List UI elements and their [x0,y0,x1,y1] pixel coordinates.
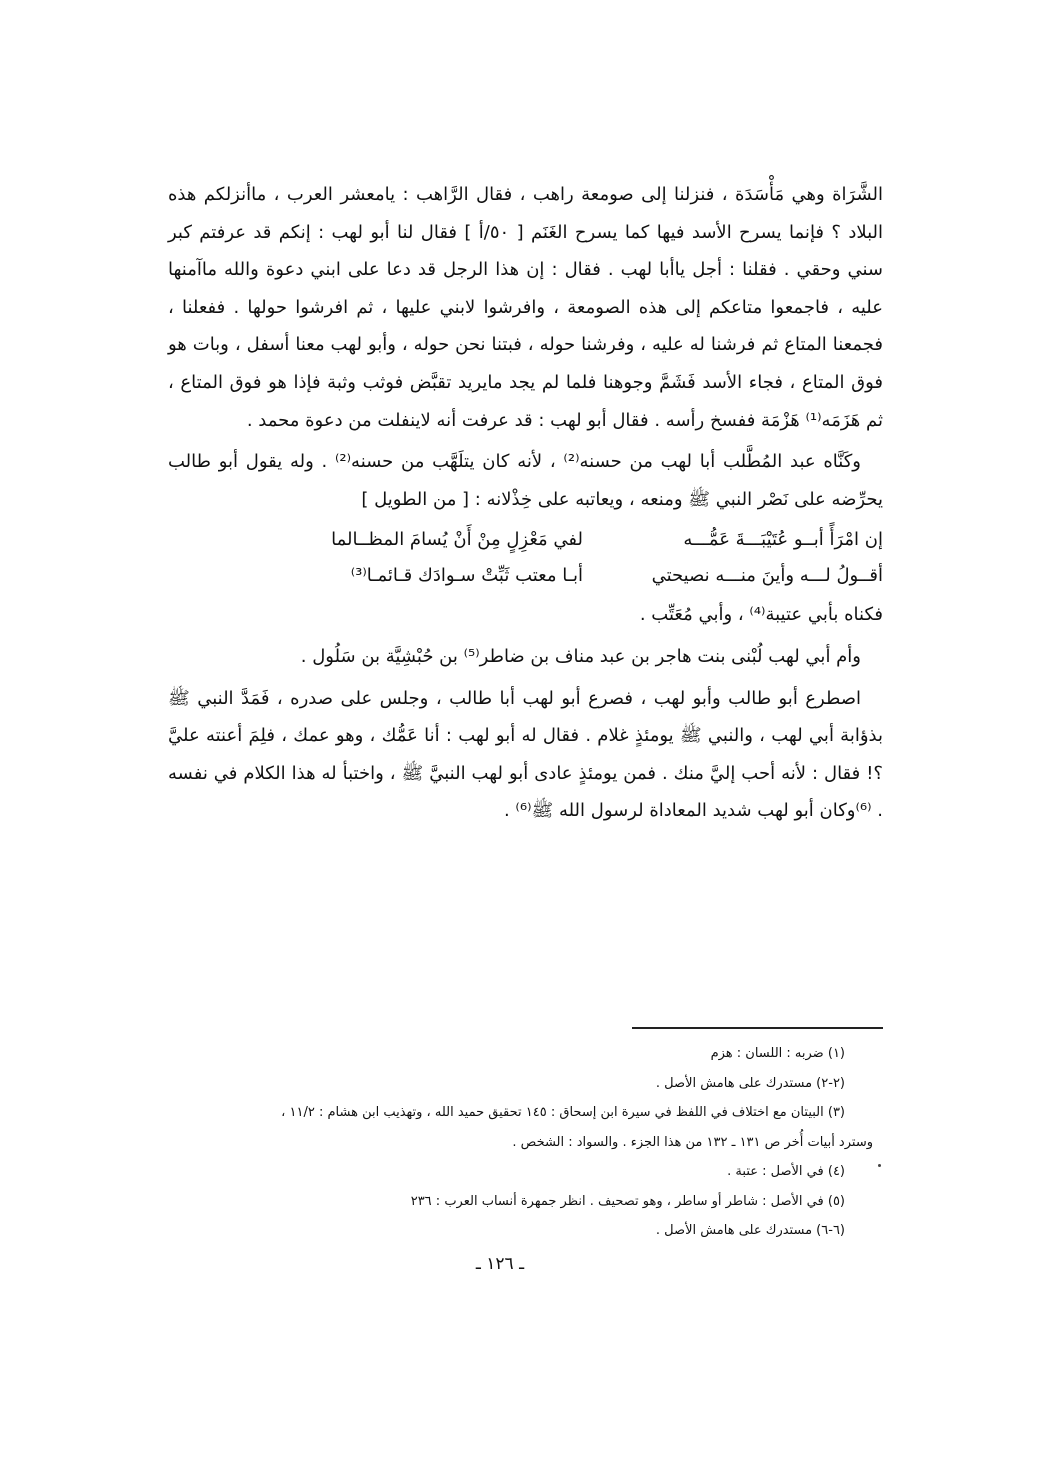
verse-second-hemistich: أبـا معتب ثَبِّتْ سـوادَك قـائمـا⁽³⁾ [350,565,583,587]
poem-verse [168,558,883,594]
footnote-2: (٢-٢) مستدرك على هامش الأصل . [655,1075,845,1091]
footnote-3: (٣) البيتان مع اختلاف في اللفظ في سيرة ابن إسحاق : ١٤٥ تحقيق حميد الله ، وتهذيب ابن هشام : ١١/٢ ، [281,1105,845,1120]
footnote-1: (١) ضربه : اللسان : هزم [710,1046,845,1061]
verse-first-hemistich: إن امْرَأً أبــو عُتَيْبَـــةَ عَمُّـــه [683,529,883,551]
paragraph-kunya: وكَنَّاه عبد المُطَّلب أبا لهب من حسنه⁽²⁾ ، لأنه كان يتلَهَّب من حسنه⁽²⁾ . وله يقول أبو طالب يحرِّضه على نَصْر النبي ﷺ ومنعه ، ويعاتبه على خِذْلانه : [ من الطويل ] [168,451,883,510]
poem-verse [168,522,883,558]
paragraph-mother: وأم أبي لهب لُبْنى بنت هاجر بن عبد مناف بن ضاطر⁽⁵⁾ بن حُبْشِيَّة بن سَلُول . [300,645,861,667]
footnote-5: (٥) في الأصل : شاطر أو ساطر ، وهو تصحيف . انظر جمهرة أنساب العرب : ٢٣٦ [410,1193,845,1209]
page-number: ـ ١٢٦ ـ [475,1254,525,1274]
poem [168,522,883,594]
footnote-divider [632,1027,883,1029]
paragraph-lion-story: الشَّرَاة وهي مَأْسَدَة ، فنزلنا إلى صومعة راهب ، فقال الرَّاهب : يامعشر العرب ، ماأنزلكم هذه البلاد ؟ فإنما يسرح الأسد فيها كما يسرح الغَنَم [ ٥٠/أ ] فقال لنا أبو لهب : إنكم قد عرفتم كبر سني وحقي . فقلنا : أجل ياأبا لهب . فقال : إن هذا الرجل قد دعا على ابني دعوة والله ماآمنها عليه ، فاجمعوا متاعكم إلى هذه الصومعة ، وافرشوا لابني عليها ، ثم افرشوا حولها . ففعلنا ، فجمعنا المتاع ثم فرشنا له عليه ، وفرشنا حوله ، فبتنا نحن حوله ، وأبو لهب معنا أسفل ، وبات هو فوق المتاع ، فجاء الأسد فَشَمَّ وجوهنا فلما لم يجد مايريد تقبَّض فوثب وثبة فإذا هو فوق المتاع ، ثم هَزَمَه⁽¹⁾ هَزْمَة ففسخ رأسه . فقال أبو لهب : قد عرفت أنه لاينفلت من دعوة محمد . [168,184,883,431]
paragraph-kunya-note: فكناه بأبي عتيبة⁽⁴⁾ ، وأبي مُعَتِّب . [639,604,883,626]
footnote-6: (٦-٦) مستدرك على هامش الأصل . [655,1223,845,1238]
paragraph-wrestling: اصطرع أبو طالب وأبو لهب ، فصرع أبو لهب أبا طالب ، وجلس على صدره ، فَمَدَّ النبي ﷺ بذؤابة أبي لهب ، والنبي ﷺ يومئذٍ غلام . فقال له أبو لهب : أنا عَمُّك ، وهو عمك ، فلِمَ أعنته عليَّ ؟! فقال : لأنه أحب إليَّ منك . فمن يومئذٍ عادى أبو لهب النبيَّ ﷺ ، واختبأ له هذا الكلام في نفسه . ⁽⁶⁾وكان أبو لهب شديد المعاداة لرسول الله ﷺ⁽⁶⁾ . [168,687,883,822]
footnote-3-continuation: وسترد أبيات أُخر ص ١٣١ ـ ١٣٢ من هذا الجزء . والسواد : الشخص . [512,1134,873,1150]
verse-first-hemistich: أقــولُ لـــه وأينَ منـــه نصيحتي [651,565,883,587]
footnote-4: (٤) في الأصل : عتبة . [727,1164,845,1179]
stray-mark [878,1164,881,1167]
main-text [168,176,883,834]
verse-second-hemistich: لفي مَعْزِلٍ مِنْ أَنْ يُسامَ المظــالما [331,529,583,551]
footnotes [160,1039,883,1246]
